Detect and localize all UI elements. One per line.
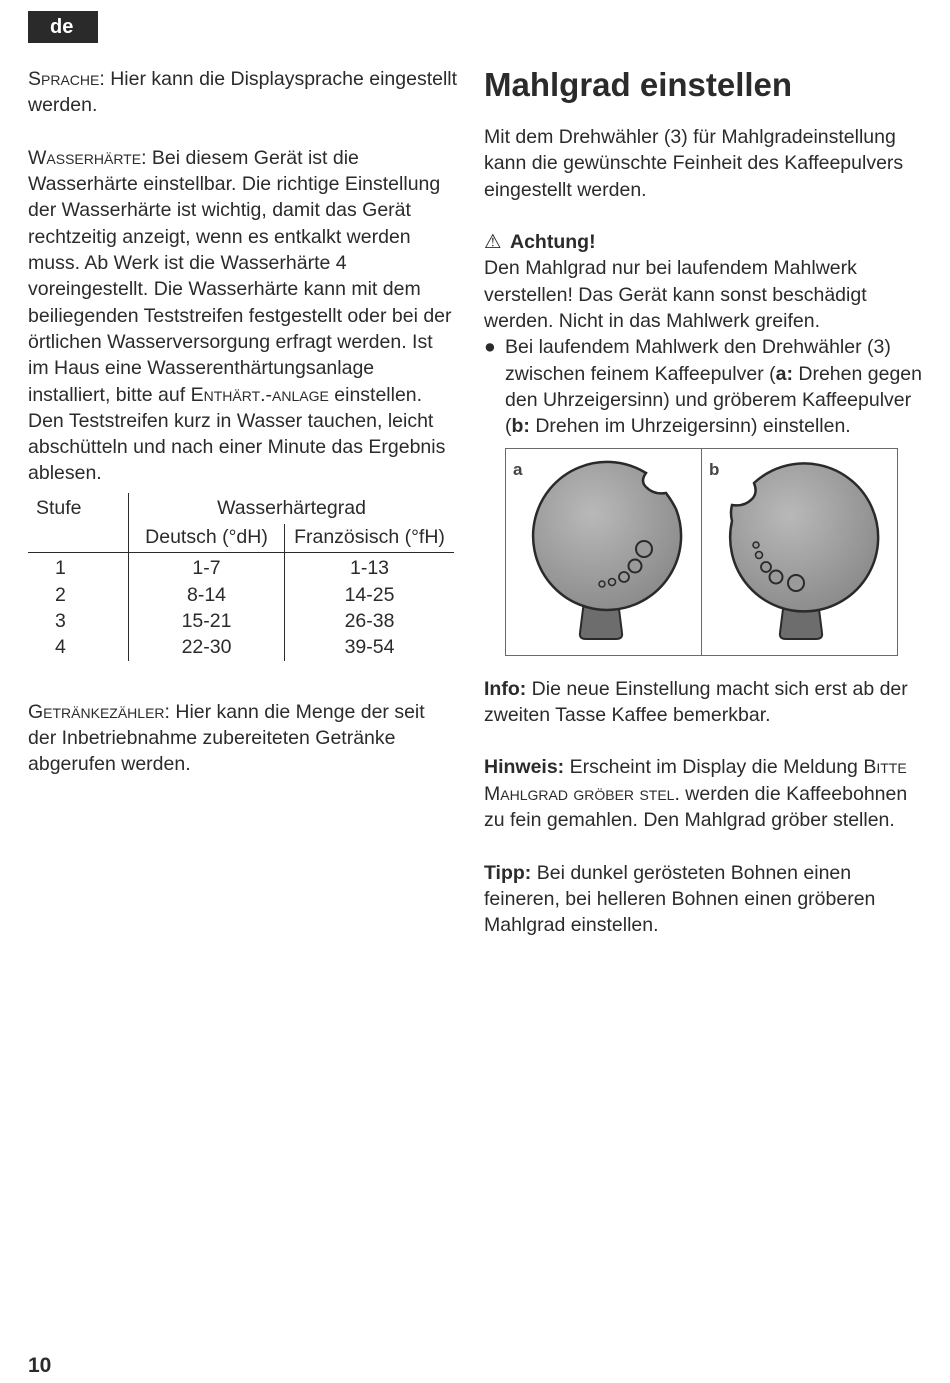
cell-dh: 8-14 [129,582,285,608]
teststreifen-paragraph: Den Teststreifen kurz in Wasser tauchen, leicht abschütteln und nach einer Minute das Ergebnis ablesen. [28,409,446,485]
table-row [28,582,454,608]
getraenkezaehler-text: : Hier kann die Menge der seit der Inbetriebnahme zubereiteten Getränke abgerufen werden. [28,700,425,776]
info-text: Die neue Einstellung macht sich erst ab der zweiten Tasse Kaffee bemerkbar. [484,677,908,726]
info-label: Info: [484,677,527,700]
cell-fh: 14-25 [344,583,395,606]
bullet-text-part: Drehen gegen den Uhrzeigersinn) und gröberem Kaffeepulver ( [505,362,922,438]
display-message: Bitte Mahlgrad gröber stel. [484,756,907,805]
table-row [28,608,454,634]
tipp-label: Tipp: [484,861,532,884]
bullet-label-a: a: [775,362,793,385]
header-franzoesisch: Französisch (°fH) [285,524,455,553]
hinweis-text-end: werden die Kaffeebohnen zu fein gemahlen. Den Mahlgrad gröber stellen. [484,782,908,832]
language-badge: de [28,11,98,43]
bullet-text [505,334,924,439]
warning-title: Achtung! [510,231,596,254]
panel-label-b: b [709,459,720,479]
wasserhaerte-text: : Bei diesem Gerät ist die Wasserhärte einstellbar. Die richtige Einstellung der Wasserhärte ist wichtig, damit das Gerät rechtzeitig anzeigt, wenn es entkalkt werden muss. Ab Werk ist die Wasserhärte 4 voreingestellt. Die Wasserhärte kann mit dem beiliegenden Teststreifen festgestellt oder bei der örtlichen Wasserversorgung erfragt werden. Ist im Haus eine Wasserenthärtungsanlage installiert, bitte auf [28,146,452,406]
cell-fh: 1-13 [349,557,390,580]
hinweis-paragraph [484,754,924,833]
cell-dh: 15-21 [129,608,285,634]
info-paragraph [484,676,924,729]
hinweis-label: Hinweis: [484,756,565,779]
warning-text: Den Mahlgrad nur bei laufendem Mahlwerk verstellen! Das Gerät kann sonst beschädigt werden. Nicht in das Mahlwerk greifen. [484,257,867,333]
left-column [28,66,458,777]
header-stufe: Stufe [28,493,129,524]
cell-stufe: 2 [28,582,129,608]
cell-stufe: 3 [28,608,129,634]
header-deutsch: Deutsch (°dH) [129,524,285,553]
sprache-text: : Hier kann die Displaysprache eingestellt werden. [28,68,458,117]
header-wasserhaertegrad: Wasserhärtegrad [217,496,366,519]
table-row [28,553,454,582]
bullet-label-b: b: [511,415,530,438]
bullet-item [484,334,924,439]
bullet-text-part: Bei laufendem Mahlwerk den Drehwähler (3) zwischen feinem Kaffeepulver ( [505,336,891,385]
right-column [484,66,924,939]
table-subheader-row [28,524,454,553]
warning-icon: ⚠ [484,231,502,254]
water-hardness-table [28,493,454,661]
grinder-illustration [505,448,898,656]
cell-fh: 39-54 [344,636,395,659]
grinder-dial-icon-b [702,449,897,655]
figure-panel-a [506,449,701,655]
cell-dh: 1-7 [129,553,285,582]
cell-stufe: 1 [28,553,129,582]
sprache-term: Sprache [28,68,100,90]
cell-stufe: 4 [28,634,129,660]
tipp-text: Bei dunkel gerösteten Bohnen einen feineren, bei helleren Bohnen einen gröberen Mahlgrad einstellen. [484,861,876,937]
cell-fh: 26-38 [344,609,395,632]
bullet-icon: ● [484,336,496,359]
header-empty-cell [28,524,129,553]
wasserhaerte-term: Wasserhärte [28,146,142,169]
enthaertungsanlage-option: Enthärt.-anlage [190,383,329,406]
grinder-dial-icon-a [506,449,701,655]
intro-paragraph: Mit dem Drehwähler (3) für Mahlgradeinstellung kann die gewünschte Feinheit des Kaffeepulvers eingestellt werden. [484,126,904,201]
panel-label-a: a [513,459,523,479]
bullet-text-part: Drehen im Uhrzeigersinn) einstellen. [529,415,851,438]
figure-panel-b [701,449,897,655]
getraenkezaehler-paragraph [28,699,458,778]
table-row [28,634,454,660]
hinweis-text: Erscheint im Display die Meldung [564,756,864,779]
warning-heading [484,229,924,255]
wasserhaerte-paragraph [28,145,458,408]
page-number: 10 [28,1354,52,1377]
getraenkezaehler-term: Getränkezähler [28,700,165,723]
tipp-paragraph [484,860,924,939]
sprache-paragraph [28,66,458,119]
table-header-row [28,493,454,524]
wasserhaerte-text-end: einstellen. [328,383,423,406]
section-heading: Mahlgrad einstellen [484,66,793,103]
cell-dh: 22-30 [129,634,285,660]
